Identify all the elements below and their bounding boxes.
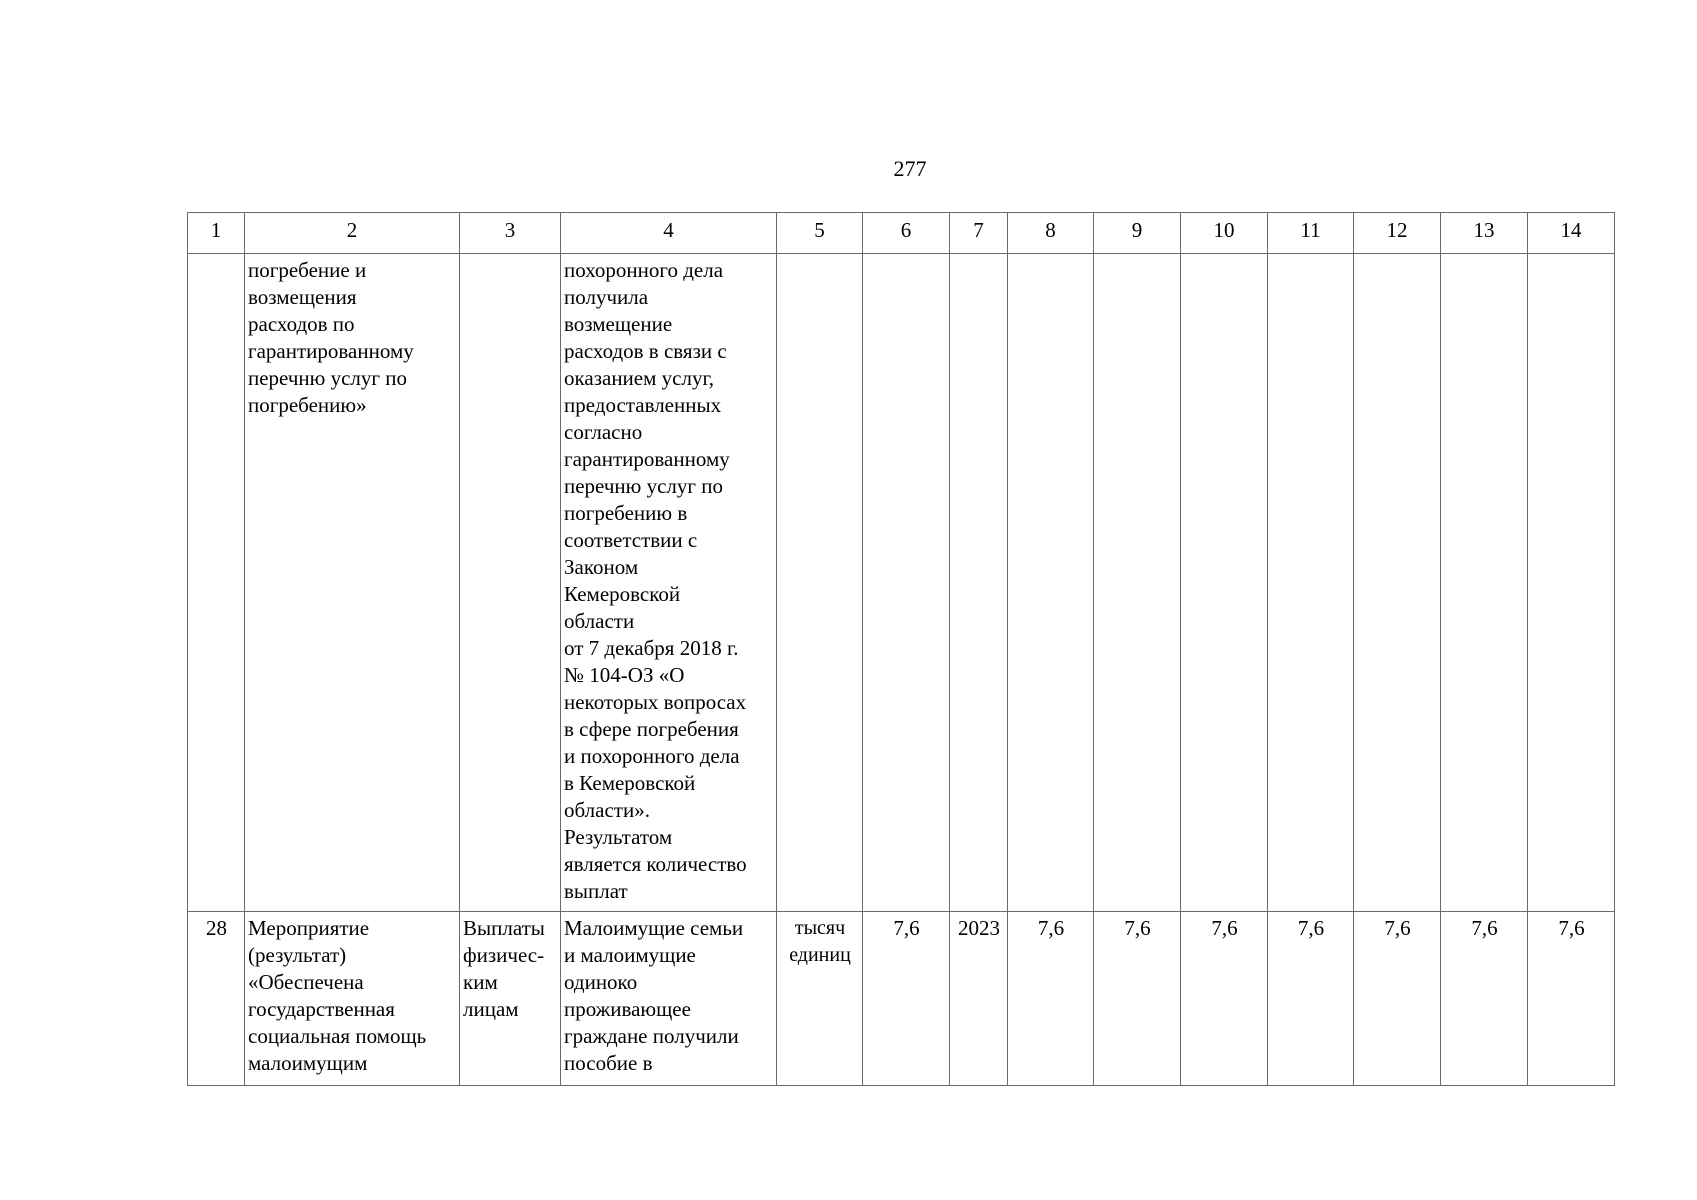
column-header: 13 <box>1441 213 1528 254</box>
year-cell: 2023 <box>950 912 1008 1086</box>
column-header: 14 <box>1528 213 1615 254</box>
value-cell: 7,6 <box>1268 912 1354 1086</box>
event-name-cell: Мероприятие (результат) «Обеспечена государственная социальная помощь малоимущим <box>245 912 460 1086</box>
value-cell: 7,6 <box>1528 912 1615 1086</box>
row-number-cell: 28 <box>188 912 245 1086</box>
table-row <box>188 254 1615 912</box>
value-cell: 7,6 <box>1008 912 1094 1086</box>
value-cell: 7,6 <box>1441 912 1528 1086</box>
value-cell <box>863 254 950 912</box>
value-cell <box>1008 254 1094 912</box>
column-header: 3 <box>460 213 561 254</box>
column-header: 2 <box>245 213 460 254</box>
column-header: 11 <box>1268 213 1354 254</box>
column-header: 8 <box>1008 213 1094 254</box>
value-cell <box>1441 254 1528 912</box>
value-cell <box>1094 254 1181 912</box>
column-header: 7 <box>950 213 1008 254</box>
value-cell <box>1354 254 1441 912</box>
unit-cell <box>777 254 863 912</box>
description-cell: похоронного дела получила возмещение расходов в связи с оказанием услуг, предоставленных согласно гарантированному перечню услуг по погребению в соответствии с Законом Кемеровской области от 7 декабря 2018 г. № 104-ОЗ «О некоторых вопросах в сфере погребения и похоронного дела в Кемеровской области». Результатом является количество выплат <box>561 254 777 912</box>
event-name-cell: погребение и возмещения расходов по гарантированному перечню услуг по погребению» <box>245 254 460 912</box>
value-cell <box>1528 254 1615 912</box>
page-number: 277 <box>893 156 927 181</box>
value-cell <box>1181 254 1268 912</box>
column-header: 1 <box>188 213 245 254</box>
type-cell <box>460 254 561 912</box>
description-cell: Малоимущие семьи и малоимущие одиноко проживающее граждане получили пособие в <box>561 912 777 1086</box>
column-header: 6 <box>863 213 950 254</box>
value-cell: 7,6 <box>863 912 950 1086</box>
column-header: 5 <box>777 213 863 254</box>
table-row <box>188 912 1615 1086</box>
table-header-row <box>188 213 1615 254</box>
value-cell: 7,6 <box>1181 912 1268 1086</box>
column-header: 4 <box>561 213 777 254</box>
value-cell <box>1268 254 1354 912</box>
row-number-cell <box>188 254 245 912</box>
year-cell <box>950 254 1008 912</box>
value-cell: 7,6 <box>1094 912 1181 1086</box>
type-cell: Выплаты физичес- ким лицам <box>460 912 561 1086</box>
column-header: 9 <box>1094 213 1181 254</box>
column-header: 10 <box>1181 213 1268 254</box>
value-cell: 7,6 <box>1354 912 1441 1086</box>
column-header: 12 <box>1354 213 1441 254</box>
unit-cell: тысяч единиц <box>777 912 863 1086</box>
data-table <box>187 212 1615 1086</box>
